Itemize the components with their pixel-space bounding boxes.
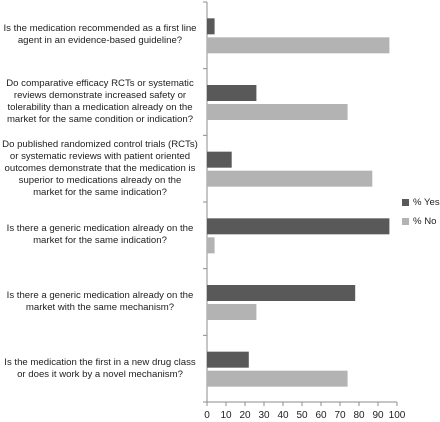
category-label-line: or does it work by a novel mechanism? [17,368,183,380]
category-label-line: Is there a generic medication already on the [6,290,194,301]
x-tick-label: 70 [334,410,346,421]
category-label-line: Do comparative efficacy RCTs or systematic [6,78,194,89]
legend-swatch [402,218,409,225]
bar-no-2 [207,104,348,120]
bar-no-1 [207,37,389,53]
category-label-line: reviews demonstrate increased safety or [13,90,187,101]
x-tick-label: 10 [220,410,232,421]
category-label-line: Is the medication recommended as a first line [3,23,197,35]
bar-no-5 [207,304,256,320]
category-label-2 [0,78,200,126]
category-label-line: superior to medications already on the [18,174,182,186]
x-tick-label: 80 [353,410,365,421]
category-label-line: market with the same mechanism? [25,302,175,313]
bar-yes-1 [207,18,215,34]
category-label-3 [0,139,200,199]
category-label-line: market for the same condition or indication? [6,114,194,125]
category-label-line: Is the medication the first in a new drug class [4,356,196,368]
legend-label: % No [413,216,437,227]
category-label-line: market for the same indication? [33,235,167,247]
bar-yes-6 [207,352,249,368]
category-label-line: agent in an evidence-based guideline? [17,35,183,47]
bar-yes-3 [207,152,232,168]
x-tick-label: 50 [296,410,308,421]
category-label-line: market for the same indication? [33,186,167,198]
bar-no-3 [207,171,372,187]
bar-yes-4 [207,218,389,234]
legend-swatch [402,199,409,206]
legend-label: % Yes [413,197,440,208]
category-label-line: Do published randomized control trials (RCTs) [2,138,198,150]
x-tick-label: 60 [315,410,327,421]
x-tick-label: 30 [258,410,270,421]
bar-yes-5 [207,285,355,301]
bar-no-6 [207,371,348,387]
x-tick-label: 0 [204,410,210,421]
x-tick-label: 40 [277,410,289,421]
bar-yes-2 [207,85,256,101]
category-label-4 [0,223,200,247]
category-label-line: Is there a generic medication already on the [6,223,194,235]
legend-item-yes [402,197,440,208]
x-tick-label: 100 [388,410,406,421]
category-label-line: or systematic reviews with patient oriented [9,150,191,162]
category-label-1 [0,23,200,47]
x-tick-label: 90 [372,410,384,421]
x-tick-label: 20 [239,410,251,421]
category-label-5 [0,290,200,314]
category-label-line: outcomes demonstrate that the medication is [4,162,196,174]
bar-no-4 [207,237,215,253]
legend-item-no [402,216,436,227]
category-label-line: tolerability than a medication already on the [7,102,193,113]
category-label-6 [0,357,200,381]
